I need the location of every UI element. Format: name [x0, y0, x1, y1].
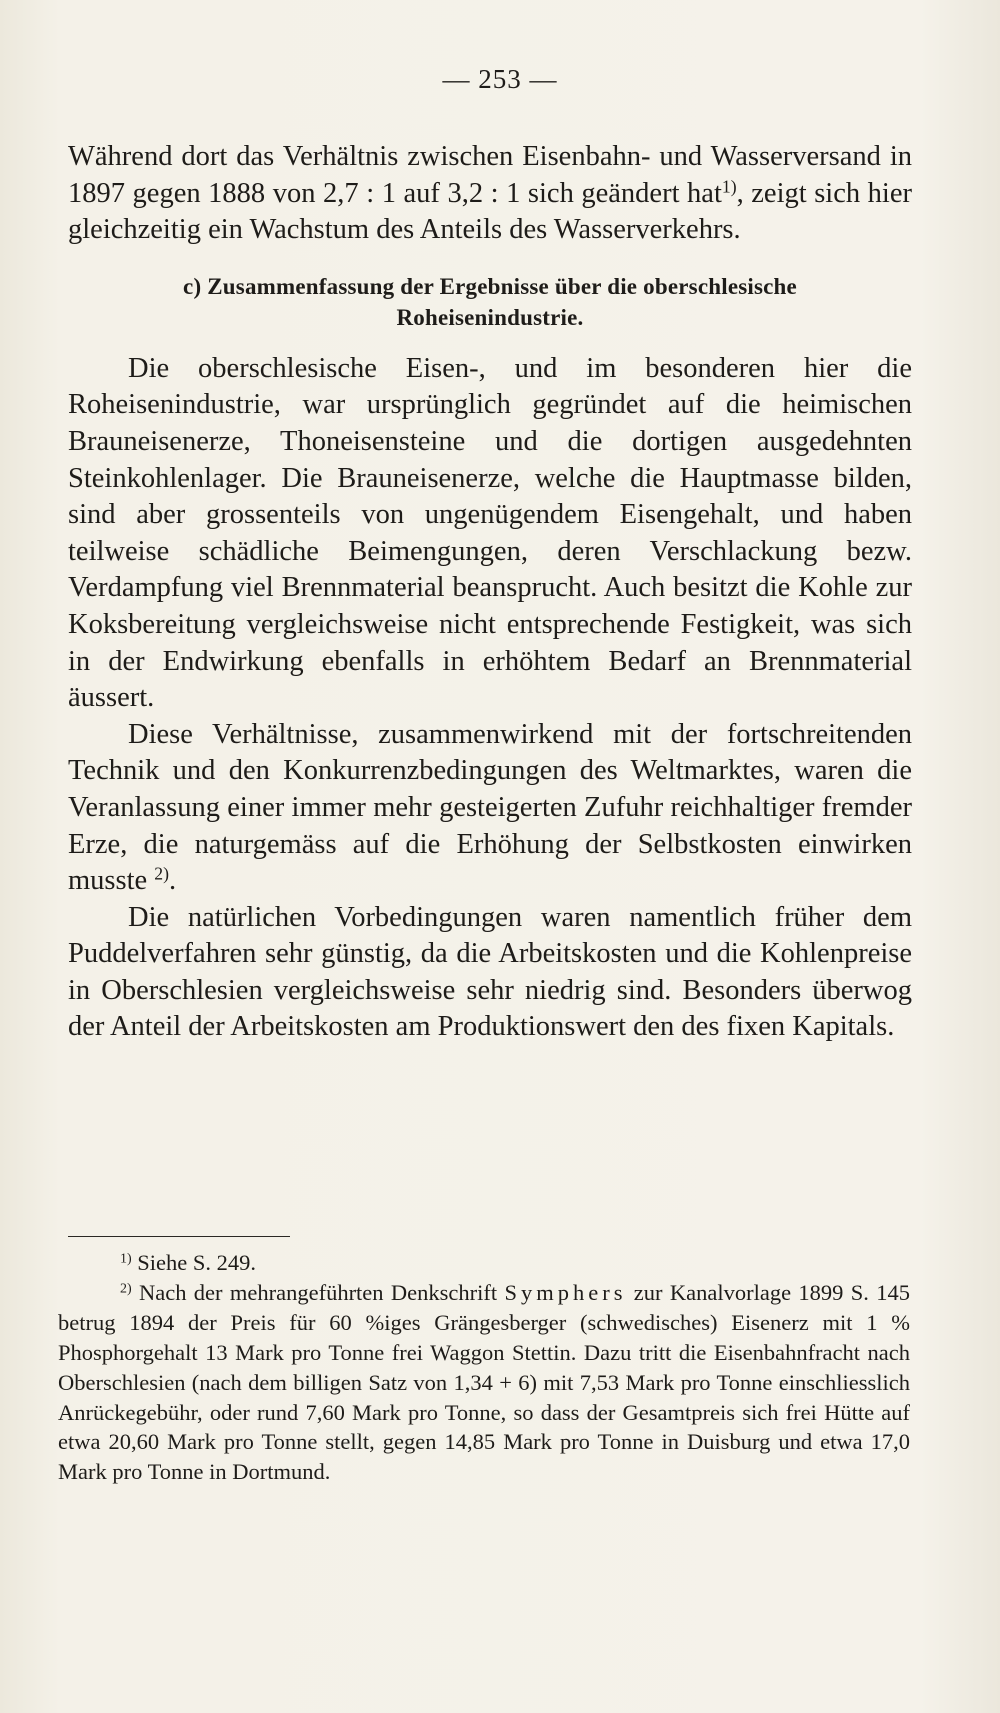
paragraph-1 [68, 139, 912, 249]
footnote-2-text-a: Nach der mehrangeführten Denkschrift [131, 1279, 505, 1305]
footnote-1-mark: 1) [120, 1251, 132, 1267]
main-text [68, 139, 912, 1046]
paragraph-4: Die natürlichen Vorbedingungen waren namentlich früher dem Puddelverfahren sehr günstig, da die Arbeitskosten und die Kohlenpreise in Oberschlesien vergleichsweise sehr niedrig sind. Besonders überwog der Anteil der Arbeitskosten am Produktionswert den des fixen Kapitals. [68, 901, 912, 1043]
footnote-2 [58, 1278, 910, 1487]
footnotes [58, 1248, 910, 1487]
section-heading-line-1: c) Zusammenfassung der Ergebnisse über die oberschlesische [183, 273, 797, 299]
section-heading-line-2: Roheisenindustrie. [396, 304, 584, 330]
footnote-2-text-b: zur Kanalvorlage 1899 S. 145 betrug 1894 der Preis für 60 %iges Grängesberger (schwedisches) Eisenerz mit 1 % Phosphorgehalt 13 Mark pro Tonne frei Waggon Stettin. Dazu tritt die Eisenbahnfracht nach Oberschlesien (nach dem billigen Satz von 1,34 + 6) mit 7,53 Mark pro Tonne einschliesslich Anrückegebühr, oder rund 7,60 Mark pro Tonne, so dass der Gesamtpreis sich frei Hütte auf etwa 20,60 Mark pro Tonne stellt, gegen 14,85 Mark pro Tonne in Duisburg und etwa 17,0 Mark pro Tonne in Dortmund. [58, 1279, 910, 1485]
paragraph-1-end: , zeigt sich hier gleichzeitig ein Wachstum des Anteils des Wasserverkehrs. [68, 177, 912, 246]
footnote-ref-1: 1) [721, 175, 737, 196]
footnote-2-author: Symphers [504, 1279, 627, 1305]
paragraph-2: Die oberschlesische Eisen-, und im besonderen hier die Roheisenindustrie, war ursprünglich gegründet auf die heimischen Brauneisenerze, Thoneisensteine und die dortigen ausgedehnten Steinkohlenlager. Die Brauneisenerze, welche die Hauptmasse bilden, sind aber grossenteils von ungenügendem Eisengehalt, und haben teilweise schädliche Beimengungen, deren Verschlackung bezw. Verdampfung viel Brennmaterial beansprucht. Auch besitzt die Kohle zur Koksbereitung vergleichsweise nicht entsprechende Festigkeit, was sich in der Endwirkung ebenfalls in erhöhtem Bedarf an Brennmaterial äussert. [68, 352, 912, 714]
section-heading [68, 271, 912, 333]
footnote-separator [68, 1236, 290, 1237]
page-number: — 253 — [442, 64, 558, 94]
footnote-1 [58, 1248, 910, 1278]
paragraph-1-text: Während dort das Verhältnis zwischen Eisenbahn- und Wasserversand in 1897 gegen 1888 von 2,7 : 1 auf 3,2 : 1 sich geändert hat [68, 141, 912, 209]
paragraph-3-text: Diese Verhältnisse, zusammenwirkend mit der fortschreitenden Technik und den Konkurrenzbedingungen des Weltmarktes, waren die Veranlassung einer immer mehr gesteigerten Zufuhr reichhaltiger fremder Erze, die naturgemäss auf die Erhöhung der Selbstkosten einwirken musste [68, 718, 912, 897]
paragraph-3 [68, 717, 912, 900]
paragraph-3-end: . [169, 865, 177, 897]
footnote-ref-2: 2) [154, 863, 170, 884]
footnote-1-text: Siehe S. 249. [131, 1250, 257, 1275]
footnote-2-mark: 2) [120, 1281, 132, 1297]
